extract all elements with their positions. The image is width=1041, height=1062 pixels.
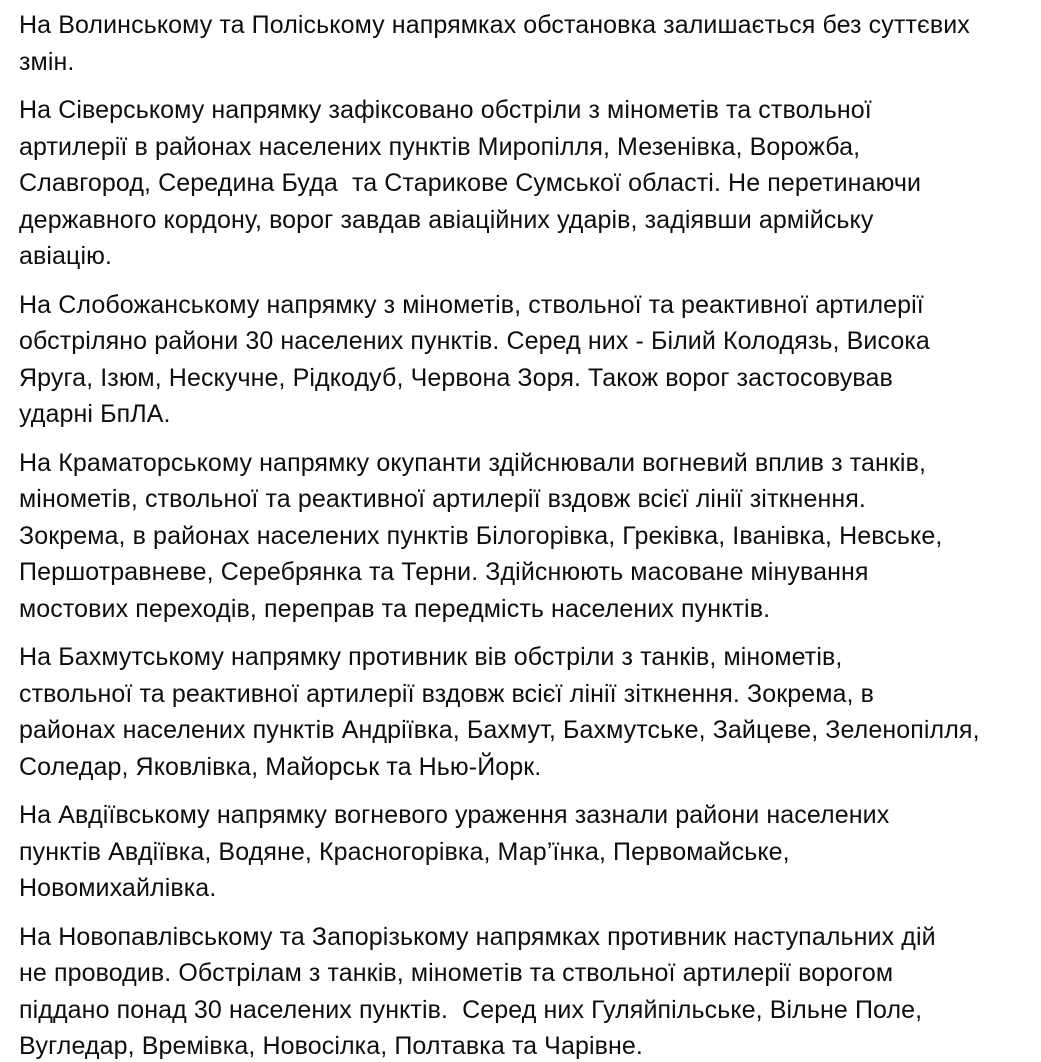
text-line: ударні БпЛА. [19,400,171,428]
text-line: авіацію. [19,242,113,270]
paragraph-slobozhansky [19,287,1025,433]
paragraph-volyn-polissya [19,7,1025,80]
text-line: пунктів Авдіївка, Водяне, Красногорівка, Мар’їнка, Первомайське, [19,837,790,866]
text-line: мінометів, ствольної та реактивної артилерії вздовж всієї лінії зіткнення. [19,485,866,513]
text-line: Новомихайлівка. [19,874,217,902]
text-line: змін. [19,47,75,76]
paragraph-novopavlivsk-zaporizhzhia [19,919,1025,1062]
text-line: Зокрема, в районах населених пунктів Білогорівка, Греківка, Іванівка, Невське, [19,521,943,550]
text-line: районах населених пунктів Андріївка, Бахмут, Бахмутське, Зайцеве, Зеленопілля, [19,716,980,744]
text-line: Славгород, Середина Буда та Старикове Сумської області. Не перетинаючи [19,169,922,197]
paragraph-bakhmut [19,639,1025,785]
text-line: Яруга, Ізюм, Нескучне, Рідкодуб, Червона Зоря. Також ворог застосовував [19,363,893,392]
text-line: На Сіверському напрямку зафіксовано обстріли з мінометів та ствольної [19,96,872,124]
text-line: мостових переходів, переправ та передмість населених пунктів. [19,594,771,623]
text-line: На Новопавлівському та Запорізькому напрямках противник наступальних дій [19,922,936,951]
text-line: піддано понад 30 населених пунктів. Серед них Гуляйпільське, Вільне Поле, [19,995,923,1024]
paragraph-avdiivka [19,797,1025,907]
text-line: державного кордону, ворог завдав авіаційних ударів, задіявши армійську [19,205,874,234]
text-line: Соледар, Яковлівка, Майорськ та Нью-Йорк. [19,752,542,781]
text-line: артилерії в районах населених пунктів Миропілля, Мезенівка, Ворожба, [19,132,861,161]
text-line: На Краматорському напрямку окупанти здійснювали вогневий вплив з танків, [19,448,927,477]
text-line: На Волинському та Поліському напрямках обстановка залишається без суттєвих [19,11,970,39]
text-line: Першотравневе, Серебрянка та Терни. Здійснюють масоване мінування [19,558,869,586]
paragraph-siversky [19,92,1025,275]
text-line: не проводив. Обстрілам з танків, мінометів та ствольної артилерії ворогом [19,959,894,987]
text-line: обстріляно райони 30 населених пунктів. Серед них - Білий Колодязь, Висока [19,327,930,355]
paragraph-kramatorsk [19,445,1025,628]
text-line: На Слобожанському напрямку з мінометів, ствольної та реактивної артилерії [19,290,924,319]
text-line: Вугледар, Времівка, Новосілка, Полтавка та Чарівне. [19,1032,643,1060]
text-line: На Авдіївському напрямку вогневого ураження зазнали райони населених [19,801,890,829]
text-line: На Бахмутському напрямку противник вів обстріли з танків, мінометів, [19,643,843,671]
text-line: ствольної та реактивної артилерії вздовж всієї лінії зіткнення. Зокрема, в [19,679,875,708]
